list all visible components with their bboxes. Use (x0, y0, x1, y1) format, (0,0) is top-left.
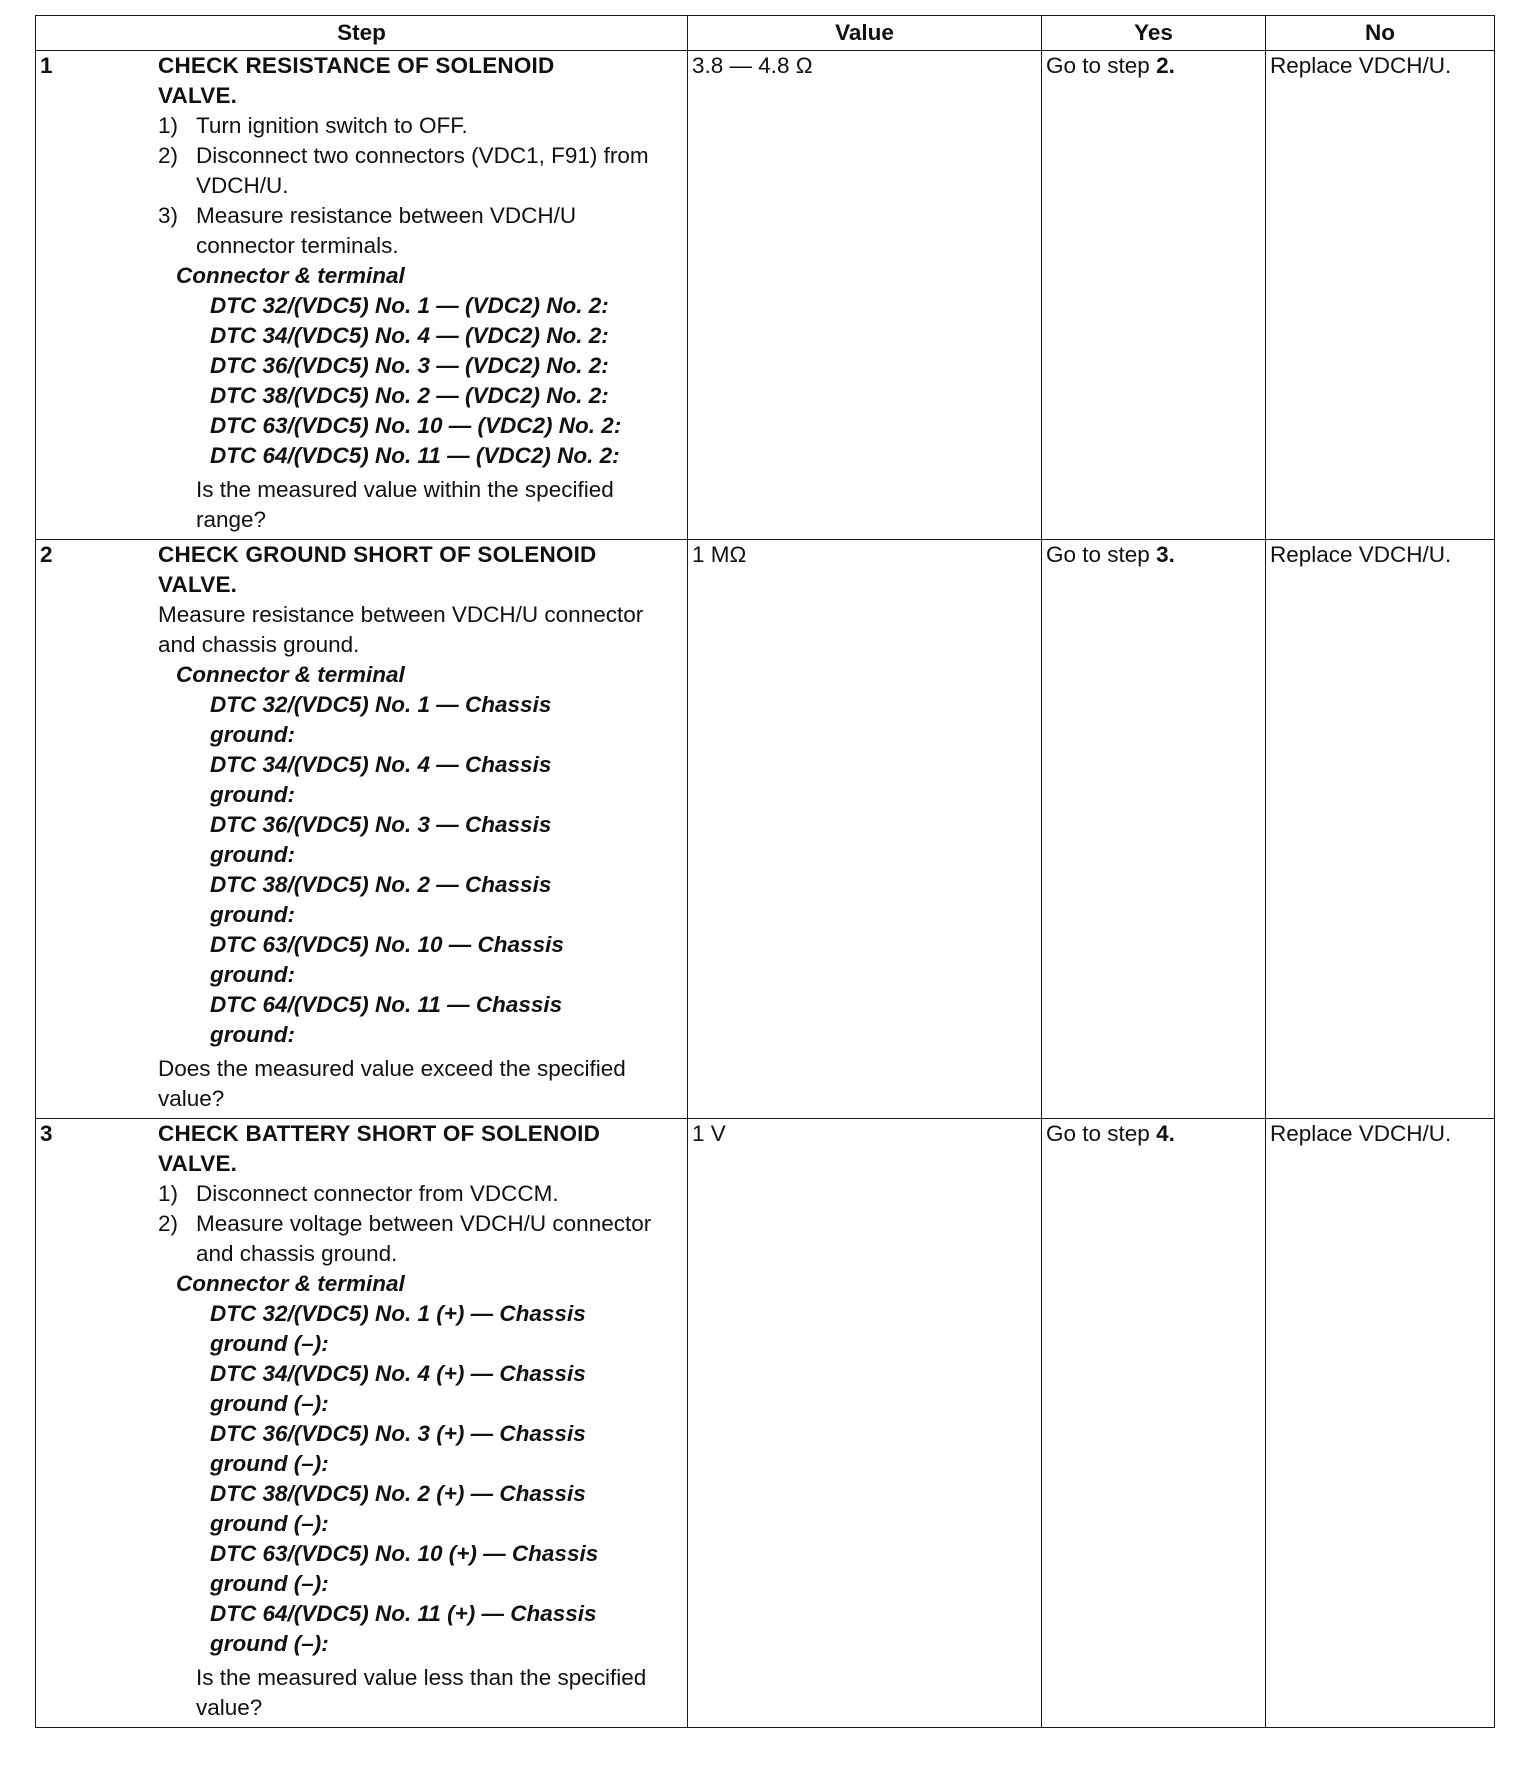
terminal-item (210, 1359, 681, 1419)
table-row (36, 51, 1495, 540)
instruction-text: Measure resistance between VDCH/U connector terminals. (196, 203, 577, 258)
terminal-item: DTC 32/(VDC5) No. 1 — (VDC2) No. 2: (210, 293, 609, 318)
instruction-text: Disconnect two connectors (VDC1, F91) from VDCH/U. (196, 143, 649, 198)
header-step: Step (36, 16, 688, 51)
yes-step-link: 3. (1156, 542, 1175, 567)
terminal-line2: ground (–): (210, 1451, 329, 1476)
terminal-item: DTC 64/(VDC5) No. 11 — (VDC2) No. 2: (210, 443, 620, 468)
terminal-line1: DTC 34/(VDC5) No. 4 — Chassis (210, 752, 552, 777)
terminal-line2: ground: (210, 782, 295, 807)
yes-cell (1042, 540, 1266, 1119)
terminal-item (210, 810, 681, 870)
step-intro: Measure resistance between VDCH/U connector and chassis ground. (158, 602, 644, 657)
terminal-item: DTC 63/(VDC5) No. 10 — (VDC2) No. 2: (210, 413, 622, 438)
step-title-line2: VALVE. (158, 83, 238, 108)
instruction-number: 1) (158, 113, 179, 138)
terminal-item: DTC 34/(VDC5) No. 4 — (VDC2) No. 2: (210, 323, 609, 348)
step-title-line2: VALVE. (158, 572, 238, 597)
step-number: 3 (40, 1121, 53, 1146)
terminal-item: DTC 36/(VDC5) No. 3 — (VDC2) No. 2: (210, 353, 609, 378)
step-body (158, 1119, 687, 1727)
instruction-list (158, 1179, 681, 1269)
terminal-line2: ground (–): (210, 1631, 329, 1656)
value-cell: 1 MΩ (688, 540, 1042, 1119)
terminal-line1: DTC 64/(VDC5) No. 11 (+) — Chassis (210, 1601, 597, 1626)
step-title-line2: VALVE. (158, 1151, 238, 1176)
terminal-list (210, 291, 681, 471)
header-value: Value (688, 16, 1042, 51)
terminal-item (210, 870, 681, 930)
instruction-list (158, 111, 681, 261)
instruction-text: Disconnect connector from VDCCM. (196, 1181, 559, 1206)
step-title (158, 540, 681, 600)
step-title (158, 51, 681, 111)
terminal-line2: ground (–): (210, 1391, 329, 1416)
no-cell: Replace VDCH/U. (1266, 1119, 1495, 1728)
connector-heading: Connector & terminal (176, 1271, 405, 1296)
yes-cell (1042, 51, 1266, 540)
yes-prefix: Go to step (1046, 53, 1157, 78)
terminal-line1: DTC 63/(VDC5) No. 10 (+) — Chassis (210, 1541, 599, 1566)
list-item (158, 201, 681, 261)
terminal-item (210, 1539, 681, 1599)
terminal-line2: ground: (210, 902, 295, 927)
yes-cell (1042, 1119, 1266, 1728)
connector-heading: Connector & terminal (176, 662, 405, 687)
value-cell: 3.8 — 4.8 Ω (688, 51, 1042, 540)
terminal-item (210, 690, 681, 750)
terminal-line1: DTC 32/(VDC5) No. 1 — Chassis (210, 692, 552, 717)
yes-step-link: 4. (1156, 1121, 1175, 1146)
instruction-text: Measure voltage between VDCH/U connector and chassis ground. (196, 1211, 652, 1266)
list-item (158, 111, 681, 141)
terminal-item: DTC 38/(VDC5) No. 2 — (VDC2) No. 2: (210, 383, 609, 408)
instruction-text: Turn ignition switch to OFF. (196, 113, 468, 138)
step-title (158, 1119, 681, 1179)
step-question: Is the measured value less than the specified value? (196, 1665, 647, 1720)
step-cell (36, 1119, 688, 1728)
step-cell (36, 540, 688, 1119)
no-cell: Replace VDCH/U. (1266, 540, 1495, 1119)
step-body (158, 51, 687, 539)
yes-prefix: Go to step (1046, 1121, 1157, 1146)
terminal-item (210, 1419, 681, 1479)
step-title-line1: CHECK RESISTANCE OF SOLENOID (158, 53, 555, 78)
terminal-item (210, 1479, 681, 1539)
terminal-line2: ground: (210, 962, 295, 987)
instruction-number: 1) (158, 1181, 179, 1206)
terminal-line1: DTC 36/(VDC5) No. 3 — Chassis (210, 812, 552, 837)
step-cell (36, 51, 688, 540)
step-body (158, 540, 687, 1118)
terminal-line2: ground: (210, 722, 295, 747)
step-question: Does the measured value exceed the specified value? (158, 1056, 626, 1111)
terminal-item (210, 1299, 681, 1359)
header-row (36, 16, 1495, 51)
terminal-line2: ground (–): (210, 1331, 329, 1356)
value-cell: 1 V (688, 1119, 1042, 1728)
instruction-number: 3) (158, 203, 179, 228)
list-item (158, 1179, 681, 1209)
terminal-line2: ground: (210, 1022, 295, 1047)
terminal-line2: ground: (210, 842, 295, 867)
instruction-number: 2) (158, 1211, 179, 1236)
step-title-line1: CHECK BATTERY SHORT OF SOLENOID (158, 1121, 601, 1146)
instruction-number: 2) (158, 143, 179, 168)
step-number: 2 (40, 542, 53, 567)
terminal-line1: DTC 63/(VDC5) No. 10 — Chassis (210, 932, 564, 957)
step-question: Is the measured value within the specified range? (196, 477, 614, 532)
yes-prefix: Go to step (1046, 542, 1157, 567)
terminal-line1: DTC 38/(VDC5) No. 2 — Chassis (210, 872, 552, 897)
terminal-item (210, 990, 681, 1050)
table-row (36, 540, 1495, 1119)
table-row (36, 1119, 1495, 1728)
yes-step-link: 2. (1156, 53, 1175, 78)
header-no: No (1266, 16, 1495, 51)
header-yes: Yes (1042, 16, 1266, 51)
list-item (158, 141, 681, 201)
step-title-line1: CHECK GROUND SHORT OF SOLENOID (158, 542, 597, 567)
terminal-line1: DTC 64/(VDC5) No. 11 — Chassis (210, 992, 563, 1017)
terminal-item (210, 930, 681, 990)
diagnostic-table (35, 15, 1495, 1728)
terminal-line2: ground (–): (210, 1571, 329, 1596)
list-item (158, 1209, 681, 1269)
terminal-line1: DTC 34/(VDC5) No. 4 (+) — Chassis (210, 1361, 586, 1386)
connector-heading: Connector & terminal (176, 263, 405, 288)
terminal-line1: DTC 36/(VDC5) No. 3 (+) — Chassis (210, 1421, 586, 1446)
terminal-line2: ground (–): (210, 1511, 329, 1536)
terminal-list (210, 690, 681, 1050)
terminal-line1: DTC 38/(VDC5) No. 2 (+) — Chassis (210, 1481, 586, 1506)
terminal-list (210, 1299, 681, 1659)
step-number: 1 (40, 53, 53, 78)
terminal-line1: DTC 32/(VDC5) No. 1 (+) — Chassis (210, 1301, 586, 1326)
no-cell: Replace VDCH/U. (1266, 51, 1495, 540)
terminal-item (210, 750, 681, 810)
terminal-item (210, 1599, 681, 1659)
